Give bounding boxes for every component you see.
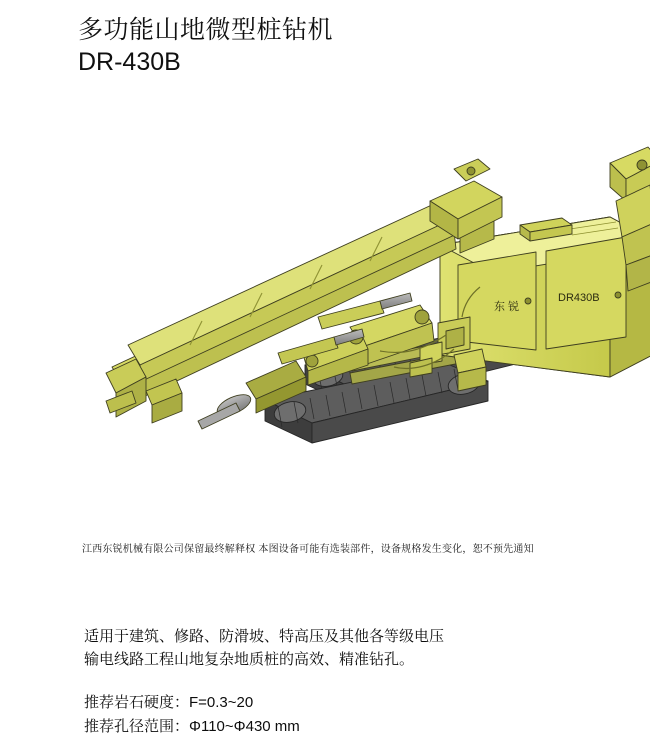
page-title: [78, 14, 333, 78]
description-line-2: 输电线路工程山地复杂地质桩的高效、精准钻孔。: [84, 651, 415, 669]
description-line-1: 适用于建筑、修路、防滑坡、特高压及其他各等级电压: [84, 628, 445, 645]
description-block: [84, 625, 604, 672]
drilling-rig-drawing: [50, 105, 650, 515]
disclaimer-text: 江西东锐机械有限公司保留最终解释权 本图设备可能有选装部件，设备规格发生变化，恕不预先通知: [82, 544, 534, 555]
title-line-model: DR-430B: [78, 48, 181, 76]
control-console: [454, 349, 486, 391]
specs-block: [84, 691, 604, 739]
machine-model-label: DR430B: [558, 292, 600, 304]
machine-brand-label: 东 锐: [494, 301, 520, 313]
title-line-product: 多功能山地微型桩钻机: [78, 16, 334, 44]
spec-hole-diameter: 推荐孔径范围：Φ110~Φ430 mm: [84, 718, 300, 735]
spec-rock-hardness: 推荐岩石硬度：F=0.3~20: [84, 694, 254, 711]
product-illustration: [50, 105, 650, 515]
